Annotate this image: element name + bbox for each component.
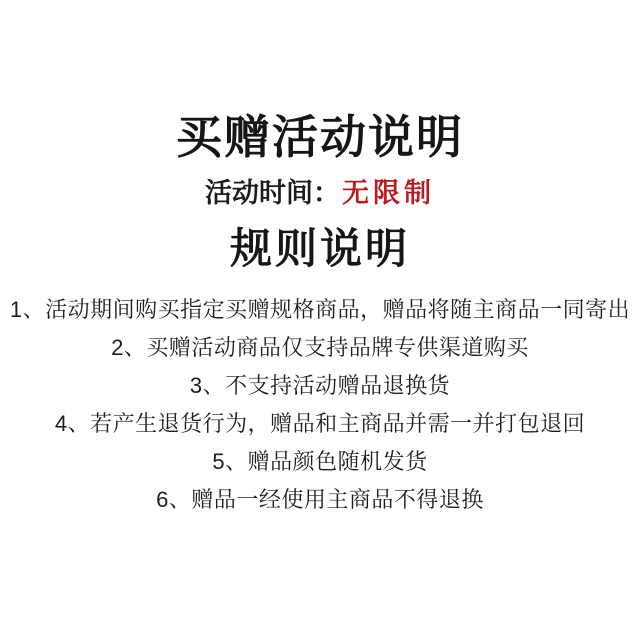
rule-item-3: 3、不支持活动赠品退换货 [189, 373, 451, 398]
rule-item-5: 5、赠品颜色随机发货 [212, 449, 428, 474]
activity-time-label: 活动时间： [205, 178, 340, 208]
rules-heading: 规则说明 [229, 225, 410, 272]
rule-item-6: 6、赠品一经使用主商品不得退换 [156, 487, 484, 512]
rule-item-2: 2、买赠活动商品仅支持品牌专供渠道购买 [111, 335, 529, 360]
activity-time-line [0, 179, 640, 208]
activity-time-value: 无限制 [342, 178, 435, 208]
rules-list [0, 298, 640, 512]
rule-item-1: 1、活动期间购买指定买赠规格商品，赠品将随主商品一同寄出 [9, 297, 631, 322]
rule-item-4: 4、若产生退货行为，赠品和主商品并需一并打包退回 [54, 411, 586, 436]
page-title: 买赠活动说明 [176, 111, 464, 163]
